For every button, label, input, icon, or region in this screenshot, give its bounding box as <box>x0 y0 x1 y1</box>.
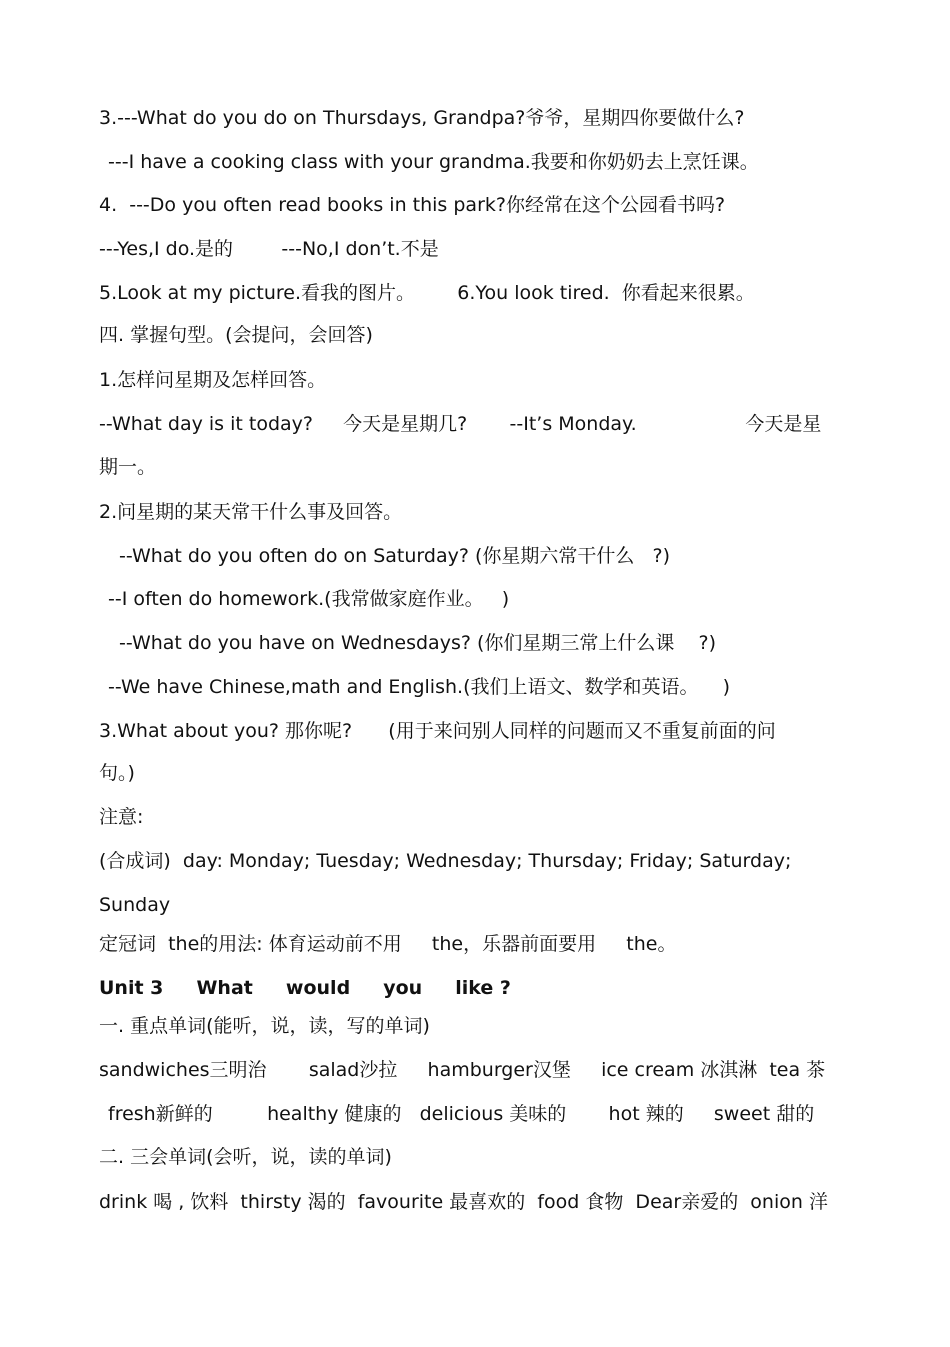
text-line: ---I have a cooking class with your grandma.我要和你奶奶去上烹饪课。 <box>108 151 759 173</box>
text-line: 5.Look at my picture.看我的图片。 6.You look tired. 你看起来很累。 <box>99 282 755 304</box>
text-line: 2.问星期的某天常干什么事及回答。 <box>99 501 403 523</box>
text-line: 注意: <box>99 806 144 828</box>
text-line: --What do you have on Wednesdays? (你们星期三常上什么课 ?) <box>119 632 717 654</box>
text-line: 1.怎样问星期及怎样回答。 <box>99 369 327 391</box>
vocab-line: drink 喝 , 饮料 thirsty 渴的 favourite 最喜欢的 food 食物 Dear亲爱的 onion 洋 <box>99 1191 828 1213</box>
text-line: --What do you often do on Saturday? (你星期六常干什么 ?) <box>119 545 670 567</box>
text-line: 句。) <box>99 762 135 784</box>
section-heading: 四. 掌握句型。(会提问，会回答) <box>99 324 373 346</box>
text-line: 期一。 <box>99 456 157 478</box>
unit-heading: Unit 3 What would you like ? <box>99 977 511 999</box>
text-line: ---Yes,I do.是的 ---No,I don’t.不是 <box>99 238 439 260</box>
text-line: --What day is it today? 今天是星期几? --It’s Monday. 今天是星 <box>99 413 822 435</box>
text-line: (合成词) day: Monday; Tuesday; Wednesday; Thursday; Friday; Saturday; <box>99 850 792 872</box>
section-heading: 二. 三会单词(会听，说，读的单词) <box>99 1146 392 1168</box>
vocab-line: fresh新鲜的 healthy 健康的 delicious 美味的 hot 辣的 sweet 甜的 <box>108 1103 815 1125</box>
text-line: 定冠词 the的用法: 体育运动前不用 the，乐器前面要用 the。 <box>99 933 677 955</box>
text-line: --We have Chinese,math and English.(我们上语文、数学和英语。 ) <box>108 676 731 698</box>
text-line: Sunday <box>99 894 171 916</box>
text-line: --I often do homework.(我常做家庭作业。 ) <box>108 588 510 610</box>
text-line: 3.---What do you do on Thursdays, Grandpa?爷爷，星期四你要做什么? <box>99 107 745 129</box>
section-heading: 一. 重点单词(能听，说，读，写的单词) <box>99 1015 430 1037</box>
vocab-line: sandwiches三明治 salad沙拉 hamburger汉堡 ice cream 冰淇淋 tea 茶 <box>99 1059 826 1081</box>
text-line: 3.What about you? 那你呢? (用于来问别人同样的问题而又不重复前面的问 <box>99 720 776 742</box>
text-line: 4. ---Do you often read books in this park?你经常在这个公园看书吗? <box>99 194 726 216</box>
